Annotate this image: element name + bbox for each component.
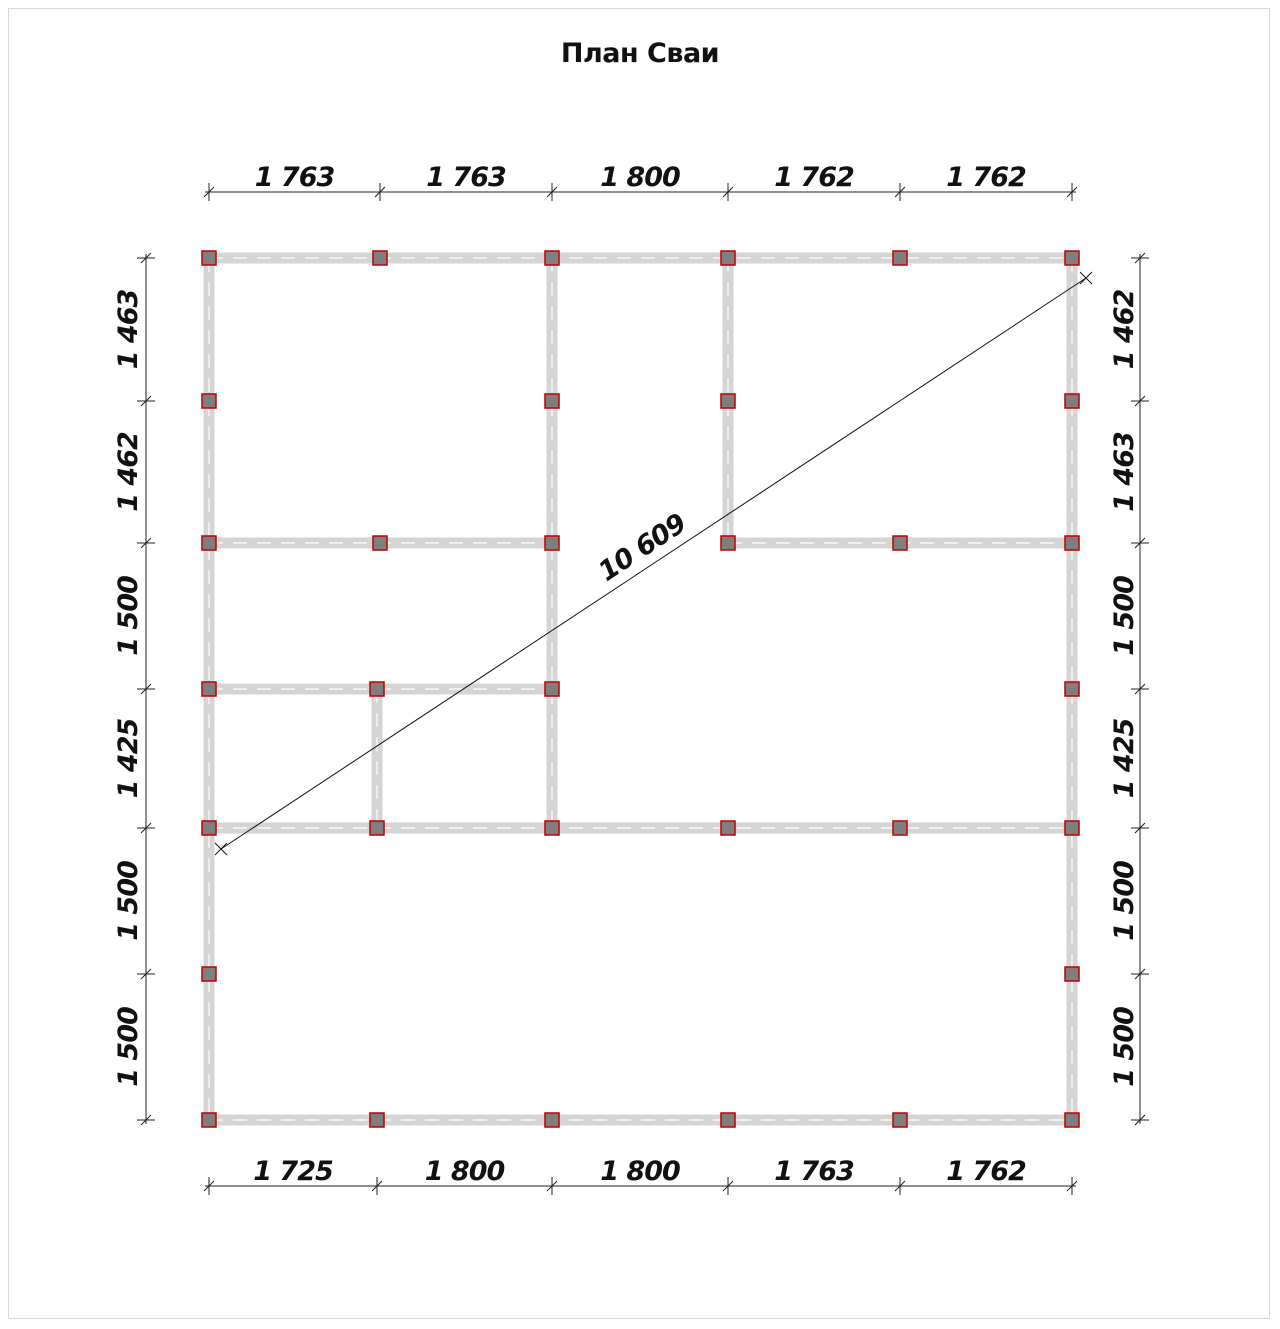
pile-marker <box>370 682 384 696</box>
bottom-dimension-chain <box>204 1156 1077 1195</box>
dimension-layer <box>113 162 1149 1195</box>
dimension-value: 1 500 <box>113 1007 144 1087</box>
pile-marker <box>721 821 735 835</box>
pile-marker <box>202 682 216 696</box>
pile-marker <box>545 394 559 408</box>
pile-marker <box>1065 394 1079 408</box>
dimension-value: 1 763 <box>774 1156 854 1187</box>
pile-marker <box>721 251 735 265</box>
dimension-value: 1 425 <box>1109 718 1140 799</box>
dimension-value: 1 800 <box>424 1156 505 1187</box>
pile-marker <box>1065 967 1079 981</box>
dimension-value: 1 763 <box>254 162 335 193</box>
dimension-value: 1 500 <box>1109 861 1140 941</box>
pile-marker <box>202 1113 216 1127</box>
diagonal-dimension <box>215 272 1092 855</box>
dimension-value: 1 762 <box>774 162 854 193</box>
pile-marker <box>373 251 387 265</box>
pile-marker <box>545 682 559 696</box>
pile-marker <box>545 536 559 550</box>
pile-marker <box>202 394 216 408</box>
pile-marker <box>370 821 384 835</box>
pile-marker <box>893 821 907 835</box>
pile-marker <box>202 536 216 550</box>
dimension-value: 1 462 <box>113 432 144 512</box>
dimension-value: 1 462 <box>1109 289 1140 370</box>
top-dimension-chain <box>204 162 1077 201</box>
dimension-value: 1 762 <box>946 1156 1026 1187</box>
diagonal-dimension-line <box>221 278 1086 849</box>
pile-marker <box>1065 1113 1079 1127</box>
pile-marker <box>545 1113 559 1127</box>
pile-marker <box>1065 821 1079 835</box>
plan-title: План Сваи <box>560 38 720 69</box>
dimension-value: 1 500 <box>113 576 144 656</box>
dimension-value: 1 800 <box>600 162 680 193</box>
pile-marker <box>202 821 216 835</box>
pile-marker <box>721 1113 735 1127</box>
dimension-value: 1 800 <box>600 1156 680 1187</box>
dimension-value: 1 725 <box>253 1156 333 1187</box>
pile-marker <box>1065 536 1079 550</box>
diagonal-dimension-value: 10 609 <box>593 508 692 588</box>
pile-marker <box>893 1113 907 1127</box>
pile-marker <box>893 536 907 550</box>
pile-marker <box>721 536 735 550</box>
dimension-value: 1 762 <box>946 162 1026 193</box>
pile-marker <box>1065 251 1079 265</box>
dimension-value: 1 500 <box>1109 576 1140 656</box>
left-dimension-chain <box>113 253 155 1125</box>
dimension-value: 1 500 <box>113 861 144 941</box>
dimension-value: 1 763 <box>426 162 506 193</box>
dimension-value: 1 425 <box>113 718 144 799</box>
pile-marker <box>545 251 559 265</box>
pile-marker <box>545 821 559 835</box>
dimension-value: 1 500 <box>1109 1007 1140 1087</box>
pile-marker <box>370 1113 384 1127</box>
pile-marker <box>373 536 387 550</box>
beam-layer <box>209 258 1072 1120</box>
pile-marker <box>202 251 216 265</box>
dimension-value: 1 463 <box>113 289 144 370</box>
pile-marker <box>202 967 216 981</box>
right-dimension-chain <box>1109 253 1149 1125</box>
pile-marker <box>721 394 735 408</box>
pile-marker <box>1065 682 1079 696</box>
dimension-value: 1 463 <box>1109 432 1140 512</box>
pile-marker <box>893 251 907 265</box>
